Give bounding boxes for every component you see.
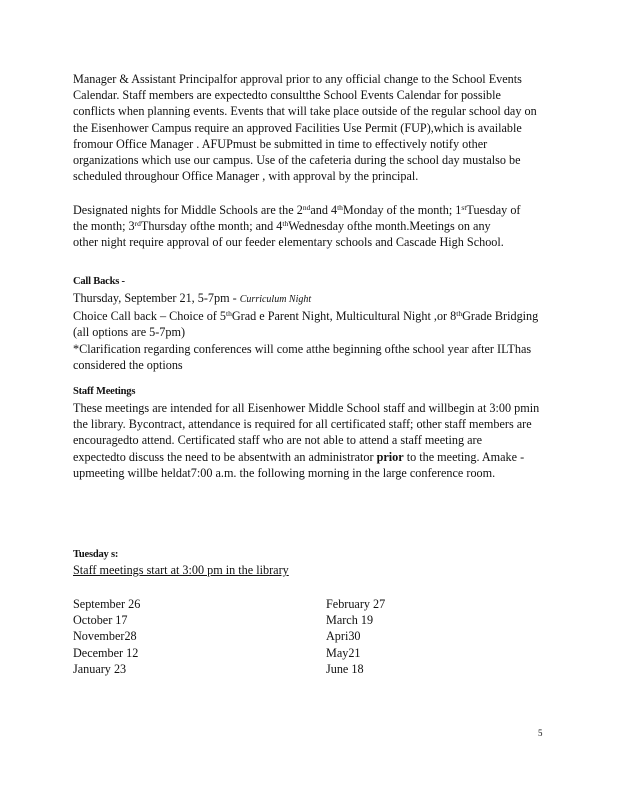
superscript: st: [461, 203, 467, 212]
text-line: fromour Office Manager . AFUPmust be submitted in time to effectively notify other: [73, 136, 488, 151]
text-line: These meetings are intended for all Eisenhower Middle School staff and willbegin at 3:00 pmin: [73, 401, 540, 415]
emphasis-prior: prior: [376, 449, 404, 464]
superscript: nd: [302, 203, 311, 212]
text-run: expectedto discuss the need to be absentwith an administrator: [73, 449, 377, 464]
text-line: [73, 218, 545, 234]
text-line: the Eisenhower Campus require an approved Facilities Use Permit (FUP),which is available: [73, 120, 522, 135]
text-run: Grad e Parent Night, Multicultural Night ,or 8: [231, 309, 457, 324]
text-line: [73, 308, 545, 324]
text-run: Designated nights for Middle Schools are the 2: [73, 203, 303, 217]
text-line: considered the options: [73, 357, 183, 372]
call-backs-heading: Call Backs -: [73, 276, 125, 287]
text-line: [73, 202, 545, 218]
text-line: other night require approval of our feeder elementary schools and Cascade High School.: [73, 235, 504, 250]
designated-nights-paragraph: [73, 202, 545, 251]
text-run: Grade Bridging: [462, 309, 539, 324]
meeting-date: December 12: [73, 645, 139, 660]
superscript: rd: [134, 219, 141, 229]
text-run: Thursday, September 21, 5-7pm -: [73, 291, 240, 305]
text-line: [73, 449, 545, 465]
text-line: upmeeting willbe heldat7:00 a.m. the following morning in the large conference room.: [73, 465, 496, 480]
dates-right-column: [326, 596, 385, 677]
text-run: the month; 3: [73, 219, 135, 234]
text-run: Monday of the month; 1: [342, 203, 462, 217]
superscript: th: [456, 309, 463, 319]
text-line: organizations which use our campus. Use of the cafeteria during the school day mustalso be: [73, 153, 521, 168]
event-name: Curriculum Night: [239, 294, 312, 305]
meeting-date: November28: [73, 629, 137, 644]
text-line: scheduled throughour Office Manager , with approval by the principal.: [73, 169, 419, 184]
text-line: (all options are 5-7pm): [73, 325, 186, 340]
meeting-date: March 19: [326, 613, 374, 628]
text-line: encouragedto attend. Certificated staff who are not able to attend a staff meeting are: [73, 433, 483, 448]
call-backs-paragraph: [73, 290, 545, 373]
text-run: Wednesday ofthe month.Meetings on any: [288, 219, 491, 234]
text-line: Calendar. Staff members are expectedto consultthe School Events Calendar for possible: [73, 88, 501, 103]
text-line: the library. Bycontract, attendance is required for all certificated staff; other staff members are: [73, 417, 532, 432]
staff-meetings-heading: Staff Meetings: [73, 386, 136, 397]
dates-left-column: [73, 596, 140, 677]
text-run: to the meeting. Amake -: [403, 449, 525, 464]
meeting-date: June 18: [326, 661, 364, 676]
text-line: Manager & Assistant Principalfor approval prior to any official change to the School Events: [73, 72, 522, 86]
meeting-date: May21: [326, 645, 361, 660]
text-line: *Clarification regarding conferences will come atthe beginning ofthe school year after ILThas: [73, 341, 532, 356]
text-run: Tuesday of: [466, 203, 521, 217]
text-line: conflicts when planning events. Events that will take place outside of the regular school day on: [73, 104, 537, 119]
superscript: th: [337, 203, 343, 212]
text-run: and 4: [310, 203, 338, 217]
intro-paragraph: [73, 71, 545, 184]
text-run: Thursday ofthe month; and 4: [140, 219, 283, 234]
text-line: [73, 290, 545, 308]
tuesdays-subheading: Staff meetings start at 3:00 pm in the library: [73, 563, 289, 577]
superscript: th: [282, 219, 289, 229]
tuesdays-heading: Tuesday s:: [73, 549, 119, 560]
meeting-date: September 26: [73, 597, 141, 611]
meeting-date: February 27: [326, 597, 386, 611]
meeting-date: Apri30: [326, 629, 361, 644]
text-run: Choice Call back – Choice of 5: [73, 309, 226, 324]
meeting-date: January 23: [73, 661, 127, 676]
staff-meetings-paragraph: [73, 400, 545, 481]
page-number: 5: [538, 728, 543, 738]
superscript: th: [225, 309, 232, 319]
meeting-date: October 17: [73, 613, 128, 628]
